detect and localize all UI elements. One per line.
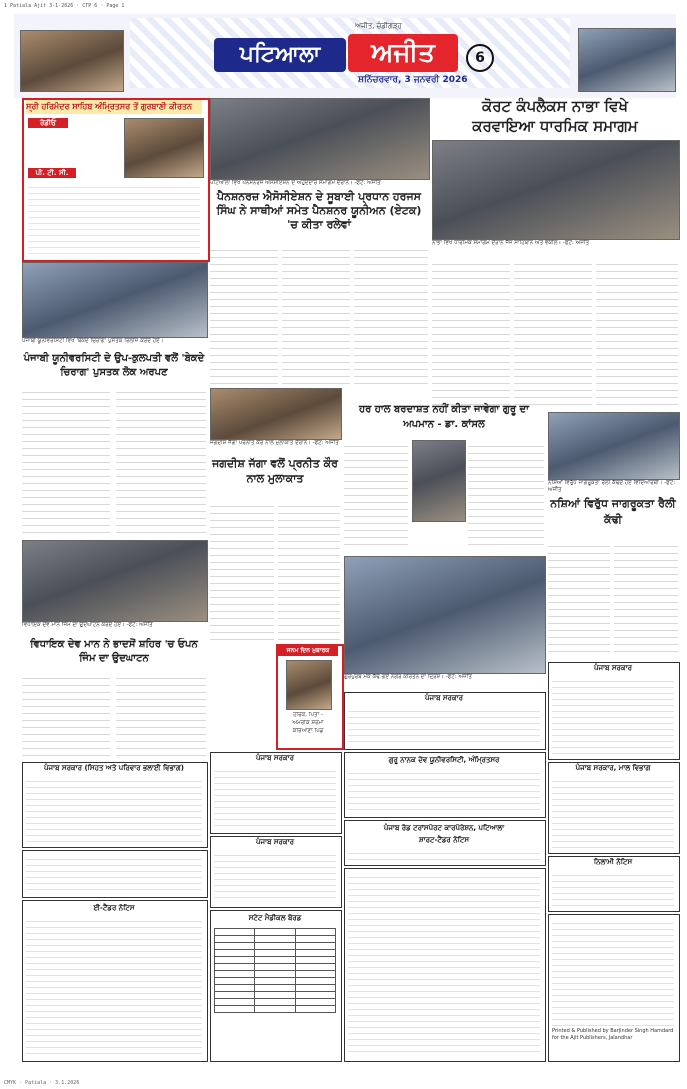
ad-punjab-sarkar-2-body	[348, 706, 540, 744]
procession-photo	[344, 556, 546, 674]
pensioners-headline: ਪੈਨਸ਼ਨਰਜ਼ ਐਸੋਸੀਏਸ਼ਨ ਦੇ ਸੂਬਾਈ ਪ੍ਰਧਾਨ ਹਰਜਸ ਸਿੰਘ ਨੇ ਸਾਥੀਆਂ ਸਮੇਤ ਪੈਨਸ਼ਨਰ ਯੂਨੀਅਨ (ਏਟਕ) 'ਚ ਕੀਤਾ ਰਲੇਵਾਂ	[216, 190, 422, 231]
ad-land-2-header: ਪੰਜਾਬ ਸਰਕਾਰ, ਮਾਲ ਵਿਭਾਗ	[575, 764, 651, 772]
pensioners-photo	[210, 98, 430, 180]
jagga-photo	[210, 388, 342, 440]
ad-land-header: ਪੰਜਾਬ ਸਰਕਾਰ	[593, 664, 632, 672]
birthday-photo	[286, 660, 332, 710]
ad-punjab-sarkar-2-header: ਪੰਜਾਬ ਸਰਕਾਰ	[424, 694, 463, 702]
jagga-body-col2	[278, 500, 340, 640]
rally-body-col1	[548, 540, 610, 658]
birthday-title: ਜਨਮ ਦਿਨ ਮੁਬਾਰਕ	[278, 646, 338, 656]
rally-headline: ਨਸ਼ਿਆਂ ਵਿਰੁੱਧ ਜਾਗਰੂਕਤਾ ਰੈਲੀ ਕੱਢੀ	[550, 497, 676, 526]
gurbani-text	[28, 130, 118, 164]
book-release-photo	[22, 262, 208, 338]
jagga-caption: ਜਗਦੀਸ਼ ਜੱਗਾ ਪਰਨੀਤ ਕੌਰ ਨਾਲ ਮੁਲਾਕਾਤ ਦੌਰਾਨ। -ਫੋਟੋ: ਅਜੀਤ	[210, 440, 339, 446]
book-release-headline: ਪੰਜਾਬੀ ਯੂਨੀਵਰਸਿਟੀ ਦੇ ਉਪ-ਕੁਲਪਤੀ ਵਲੋਂ 'ਬੇਕਦੇ ਚਿਰਾਗ' ਪੁਸਤਕ ਲੋਕ ਅਰਪਣ	[23, 353, 205, 378]
gym-caption: ਵਿਧਾਇਕ ਦੇਵ ਮਾਨ ਜਿੰਮ ਦਾ ਉਦਘਾਟਨ ਕਰਦੇ ਹੋਏ। -ਫੋਟੋ: ਅਜੀਤ	[22, 622, 153, 628]
ad-etender-body	[26, 916, 202, 1056]
nabha-body-col3	[596, 258, 678, 408]
pensioners-body-col2	[282, 244, 350, 384]
rally-photo	[548, 412, 680, 480]
book-body-col1	[22, 386, 110, 536]
nabha-headline-2: ਕਰਵਾਇਆ ਧਾਰਮਿਕ ਸਮਾਗਮ	[472, 117, 638, 135]
book-body-col2	[116, 386, 206, 536]
print-slug: 1 Patiala Ajit 3-1-2026 · CTP 6 · Page 1	[4, 3, 125, 9]
masthead-title: ਪਟਿਆਲਾ	[214, 38, 346, 72]
birthday-line1: ਹੀਰਕ, ਪਿਤਾ -	[293, 712, 323, 718]
ad-tender-header: ਪੰਜਾਬ ਸਰਕਾਰ	[255, 838, 294, 846]
procession-caption: ਗੁਰਪੁਰਬ ਮੌਕੇ ਕੱਢੇ ਗਏ ਨਗਰ ਕੀਰਤਨ ਦਾ ਦ੍ਰਿਸ਼। -ਫੋਟੋ: ਅਜੀਤ	[344, 674, 472, 680]
kansal-headline: ਹਰ ਹਾਲ ਬਰਦਾਸ਼ਤ ਨਹੀਂ ਕੀਤਾ ਜਾਵੇਗਾ ਗੁਰੂ ਦਾ ਅਪਮਾਨ - ਡਾ. ਕਾਂਸਲ	[358, 404, 530, 430]
gym-photo	[22, 540, 208, 622]
ad-transport-header: ਪੰਜਾਬ ਰੋਡ ਟਰਾਂਸਪੋਰਟ ਕਾਰਪੋਰੇਸ਼ਨ, ਪਟਿਆਲਾ	[383, 824, 505, 832]
print-footer-slug: CMYK · Patiala · 3.1.2026	[4, 1080, 80, 1086]
ad-medical-board-header: ਸਟੇਟ ਮੈਡੀਕਲ ਬੋਰਡ	[248, 914, 302, 922]
nabha-body-col2	[514, 258, 592, 408]
gym-headline: ਵਿਧਾਇਕ ਦੇਵ ਮਾਨ ਨੇ ਭਾਦਸੋਂ ਸ਼ਹਿਰ 'ਚ ਓਪਨ ਜਿੰਮ ਦਾ ਉਦਘਾਟਨ	[30, 639, 198, 664]
masthead-photo-right	[578, 28, 676, 92]
gurbani-ptc-label: ਪੀ. ਟੀ. ਸੀ.	[28, 168, 76, 178]
ad-health-body	[26, 776, 202, 842]
ad-footer-lines	[552, 918, 674, 1026]
ad-sale-header: ਨਿਲਾਮੀ ਨੋਟਿਸ	[593, 858, 633, 866]
birthday-line3: ਕਰਿਆਣਾ ਪਿੰਡ	[292, 728, 324, 734]
ad-university-header: ਗੁਰੂ ਨਾਨਕ ਦੇਵ ਯੂਨੀਵਰਸਿਟੀ, ਅੰਮ੍ਰਿਤਸਰ	[388, 756, 500, 764]
pensioners-body-col1	[210, 244, 278, 384]
book-release-caption: ਪੰਜਾਬੀ ਯੂਨੀਵਰਸਿਟੀ ਵਿਖੇ 'ਬੇਕਦੇ ਚਿਰਾਗ' ਪੁਸਤਕ ਰਿਲੀਜ਼ ਕਰਦੇ ਹੋਏ।	[22, 338, 164, 344]
masthead-brand: ਅਜੀਤ	[348, 34, 458, 72]
jagga-headline: ਜਗਦੀਸ਼ ਜੱਗਾ ਵਲੋਂ ਪ੍ਰਨੀਤ ਕੌਰ ਨਾਲ ਮੁਲਾਕਾਤ	[212, 457, 338, 485]
rally-caption: ਨਸ਼ਿਆਂ ਵਿਰੁੱਧ ਜਾਗਰੂਕਤਾ ਰੈਲੀ ਕੱਢਦੇ ਹੋਏ ਵਿਦਿਆਰਥੀ। -ਫੋਟੋ: ਅਜੀਤ	[548, 480, 676, 493]
birthday-line2: ਅਮਰੀਕ ਸ਼ਰਮਾ	[292, 720, 324, 726]
kansal-portrait	[412, 440, 466, 522]
gym-body-col1	[22, 672, 110, 758]
kansal-body-col1	[344, 440, 408, 550]
nabha-body-col1	[432, 258, 510, 408]
rally-body-col2	[614, 540, 678, 658]
ad-land-body	[552, 676, 674, 754]
ad-punjab-sarkar-1-body	[214, 766, 336, 828]
ad-short-notice-header: ਸ਼ਾਰਟ-ਟੈਂਡਰ ਨੋਟਿਸ	[419, 836, 469, 844]
ad-medical-board-table	[214, 928, 336, 1013]
ad-transport-body	[348, 848, 540, 860]
masthead-photo-left	[20, 30, 124, 92]
nabha-caption: ਨਾਭਾ ਵਿਖੇ ਧਾਰਮਿਕ ਸਮਾਗਮ ਦੌਰਾਨ ਜੱਜ ਸਾਹਿਬਾਨ ਅਤੇ ਵਕੀਲ। -ਫੋਟੋ: ਅਜੀਤ	[432, 240, 590, 246]
gurbani-title: ਸ੍ਰੀ ਹਰਿਮੰਦਰ ਸਾਹਿਬ ਅੰਮ੍ਰਿਤਸਰ ਤੋਂ ਗੁਰਬਾਣੀ ਕੀਰਤਨ	[26, 100, 202, 114]
ad-transport-2-body	[348, 872, 540, 1056]
pensioners-body-col3	[354, 244, 428, 384]
golden-temple-photo	[124, 118, 204, 178]
masthead-place: ਅਜੀਤ, ਚੰਡੀਗੜ੍ਹ	[355, 22, 402, 30]
ad-tender-body	[214, 850, 336, 902]
ad-punjab-sarkar-1-header: ਪੰਜਾਬ ਸਰਕਾਰ	[255, 754, 294, 762]
gurbani-radio-label: ਰੇਡੀਓ	[28, 118, 68, 128]
page-number: 6	[466, 44, 494, 72]
ad-sale-body	[552, 870, 674, 906]
ad-short-1-body	[26, 854, 202, 892]
pensioners-caption: ਪਟਿਆਲਾ ਵਿਖੇ ਪੈਨਸ਼ਨਰਜ਼ ਐਸੋਸੀਏਸ਼ਨ ਦੇ ਅਹੁਦੇਦਾਰ ਸਮਾਗਮ ਦੌਰਾਨ। -ਫੋਟੋ: ਅਜੀਤ	[210, 180, 381, 186]
ad-land-2-body	[552, 776, 674, 848]
gym-body-col2	[116, 672, 206, 758]
kansal-body-col2	[468, 440, 544, 550]
nabha-headline-1: ਕੋਰਟ ਕੰਪਲੈਕਸ ਨਾਭਾ ਵਿਖੇ	[482, 97, 628, 115]
nabha-photo	[432, 140, 680, 240]
jagga-body-col1	[210, 500, 274, 640]
imprint-line: Printed & Published by Barjinder Singh Hamdard for the Ajit Publishers, Jalandhar	[552, 1028, 674, 1041]
ad-university-body	[348, 768, 540, 812]
ad-health-header: ਪੰਜਾਬ ਸਰਕਾਰ (ਸਿਹਤ ਅਤੇ ਪਰਿਵਾਰ ਭਲਾਈ ਵਿਭਾਗ)	[44, 764, 184, 772]
masthead-date: ਸ਼ਨਿੱਚਰਵਾਰ, 3 ਜਨਵਰੀ 2026	[358, 75, 468, 85]
ad-etender-header: ਈ-ਟੈਂਡਰ ਨੋਟਿਸ	[93, 904, 135, 912]
gurbani-schedule	[28, 182, 200, 254]
